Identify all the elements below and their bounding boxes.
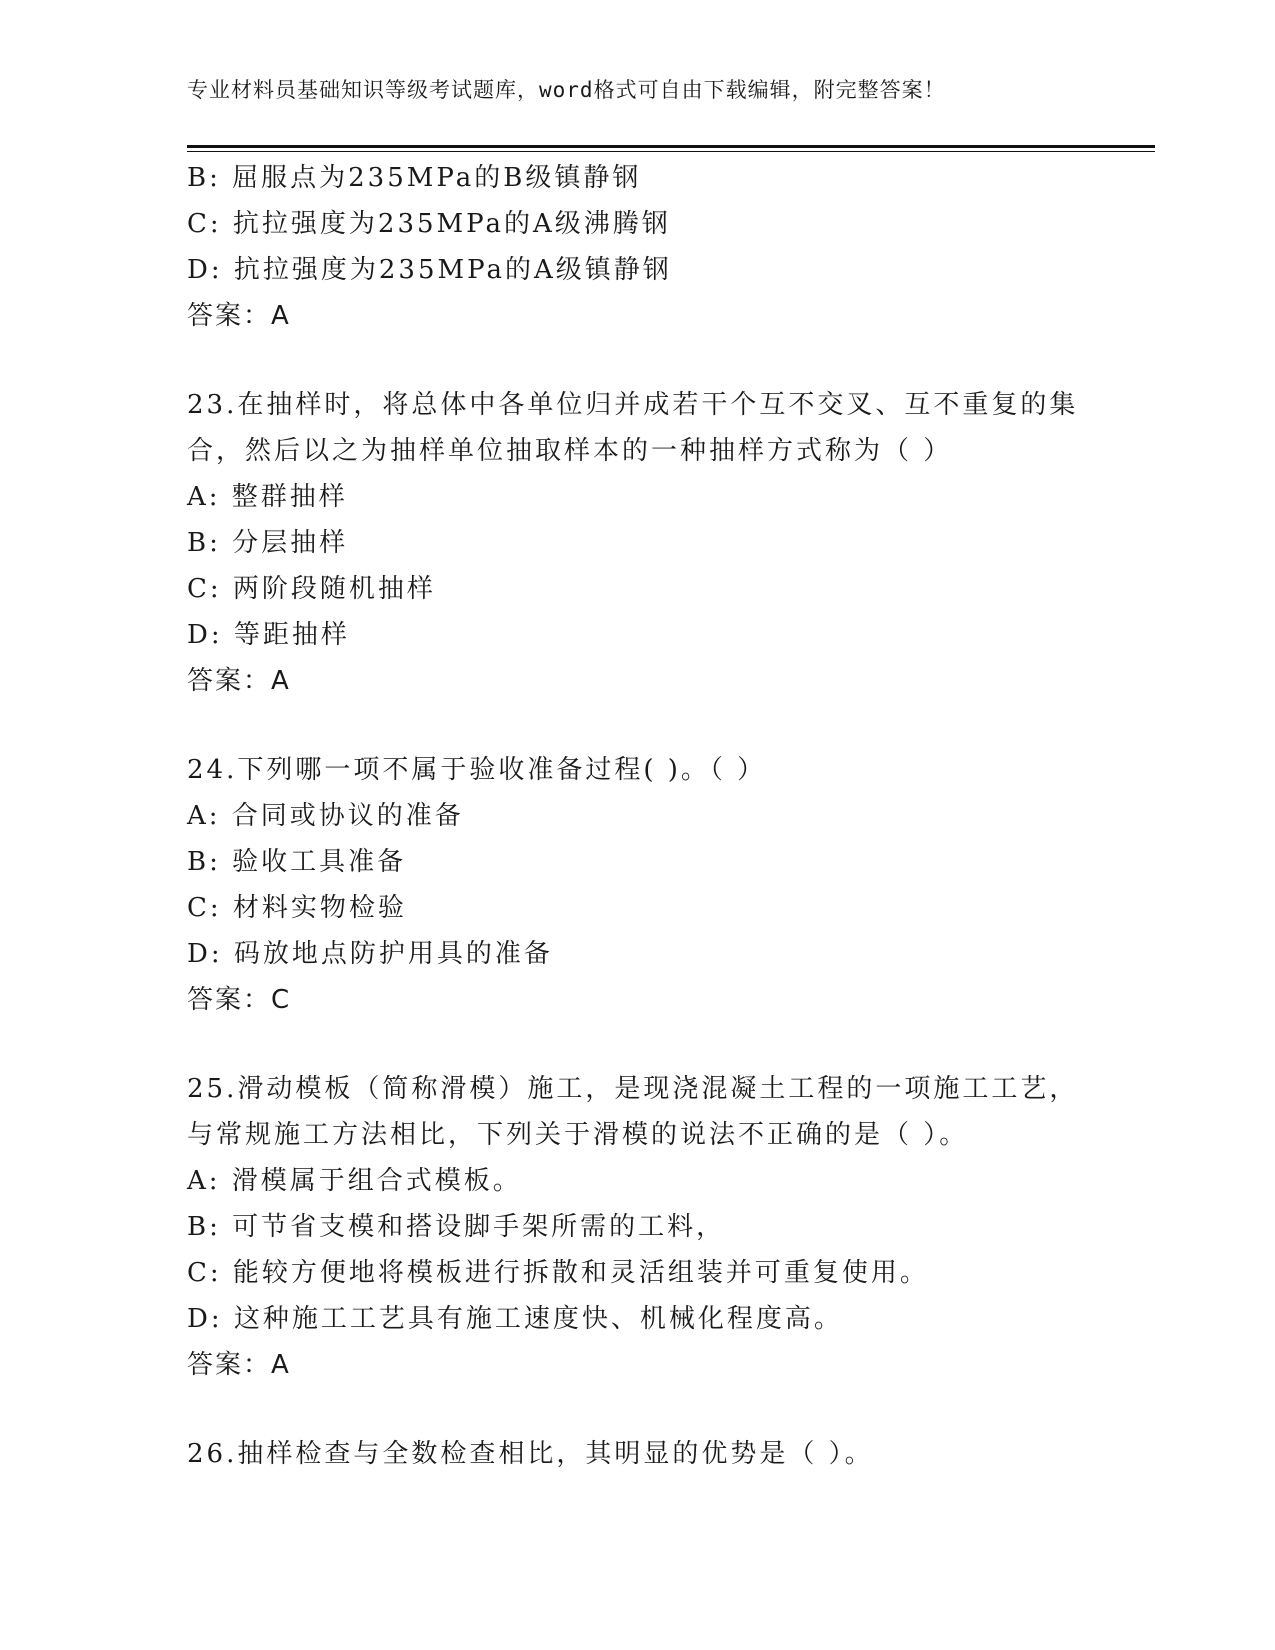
option-a: A: 整群抽样 (187, 482, 348, 512)
option-c: C: 抗拉强度为235MPa的A级沸腾钢 (187, 209, 671, 239)
question-stem: 25.滑动模板（简称滑模）施工，是现浇混凝土工程的一项施工工艺， (187, 1074, 1079, 1104)
spacer (187, 1388, 1155, 1431)
option-d: D: 这种施工工艺具有施工速度快、机械化程度高。 (187, 1304, 843, 1334)
question-stem: 23.在抽样时，将总体中各单位归并成若干个互不交叉、互不重复的集 (187, 390, 1079, 420)
option-d: D: 等距抽样 (187, 620, 350, 650)
question-23 (187, 382, 1155, 704)
header-rule-thick (187, 145, 1155, 148)
question-stem: 与常规施工方法相比，下列关于滑模的说法不正确的是（ ）。 (187, 1120, 969, 1150)
page-header: 专业材料员基础知识等级考试题库，word格式可自由下载编辑，附完整答案！ (187, 78, 946, 102)
question-stem: 合，然后以之为抽样单位抽取样本的一种抽样方式称为（ ） (187, 436, 953, 466)
question-stem: 24.下列哪一项不属于验收准备过程( )。（ ） (187, 755, 767, 785)
question-26 (187, 1431, 1155, 1477)
answer: 答案：C (187, 985, 292, 1015)
option-b: B: 可节省支模和搭设脚手架所需的工料， (187, 1212, 726, 1242)
option-c: C: 材料实物检验 (187, 893, 407, 923)
option-b: B: 分层抽样 (187, 528, 349, 558)
question-24 (187, 747, 1155, 1023)
option-a: A: 合同或协议的准备 (187, 801, 464, 831)
option-a: A: 滑模属于组合式模板。 (187, 1166, 522, 1196)
answer: 答案：A (187, 666, 291, 696)
option-b: B: 验收工具准备 (187, 847, 407, 877)
option-c: C: 能较方便地将模板进行拆散和灵活组装并可重复使用。 (187, 1258, 929, 1288)
option-d: D: 码放地点防护用具的准备 (187, 939, 553, 969)
question-22-tail (187, 155, 1155, 339)
option-d: D: 抗拉强度为235MPa的A级镇静钢 (187, 255, 672, 285)
question-25 (187, 1066, 1155, 1388)
spacer (187, 339, 1155, 382)
question-list (187, 155, 1155, 1477)
question-stem: 26.抽样检查与全数检查相比，其明显的优势是（ ）。 (187, 1439, 874, 1469)
spacer (187, 1023, 1155, 1066)
spacer (187, 704, 1155, 747)
option-c: C: 两阶段随机抽样 (187, 574, 436, 604)
option-b: B: 屈服点为235MPa的B级镇静钢 (187, 163, 642, 193)
answer: 答案：A (187, 301, 291, 331)
header-rule-thin (187, 151, 1155, 152)
answer: 答案：A (187, 1350, 291, 1380)
